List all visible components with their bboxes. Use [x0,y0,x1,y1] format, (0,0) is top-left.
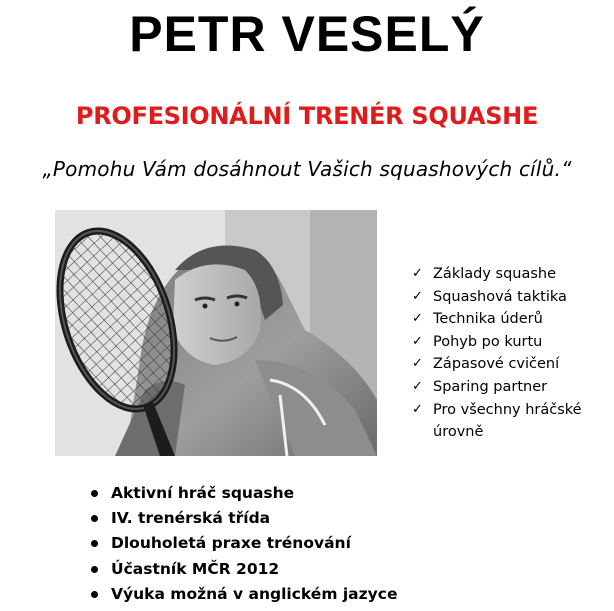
qualification-item: Účastník MČR 2012 [88,557,397,582]
check-icon: ✓ [412,401,423,417]
service-item: ✓ Squashová taktika [412,286,605,309]
qualifications-list [88,481,397,607]
coach-photo [55,210,377,456]
bullet-icon [91,540,98,547]
service-item: ✓ Zápasové cvičení [412,353,605,376]
bullet-icon [91,591,98,598]
qualification-item: Výuka možná v anglickém jazyce [88,582,397,607]
bullet-icon [91,515,98,522]
service-item: ✓ Pro všechny hráčské úrovně [412,399,605,444]
motto: „Pomohu Vám dosáhnout Vašich squashových cílů.“ [42,157,572,181]
coach-photo-illustration [55,210,377,456]
service-item: ✓ Technika úderů [412,308,605,331]
check-icon: ✓ [412,356,423,372]
service-item: ✓ Pohyb po kurtu [412,331,605,354]
check-icon: ✓ [412,378,423,394]
service-item: ✓ Základy squashe [412,263,605,286]
bullet-icon [91,490,98,497]
service-item: ✓ Sparing partner [412,376,605,399]
profession-title: PROFESIONÁLNÍ TRENÉR SQUASHE [75,102,539,130]
check-icon: ✓ [412,266,423,281]
check-icon: ✓ [412,288,423,304]
qualification-item: Aktivní hráč squashe [88,481,397,506]
coach-name: PETR VESELÝ [129,6,485,62]
services-list [412,263,605,444]
check-icon: ✓ [412,311,423,327]
qualification-item: IV. trenérská třída [88,506,397,531]
check-icon: ✓ [412,333,423,349]
qualification-item: Dlouholetá praxe trénování [88,531,397,556]
bullet-icon [91,566,98,573]
